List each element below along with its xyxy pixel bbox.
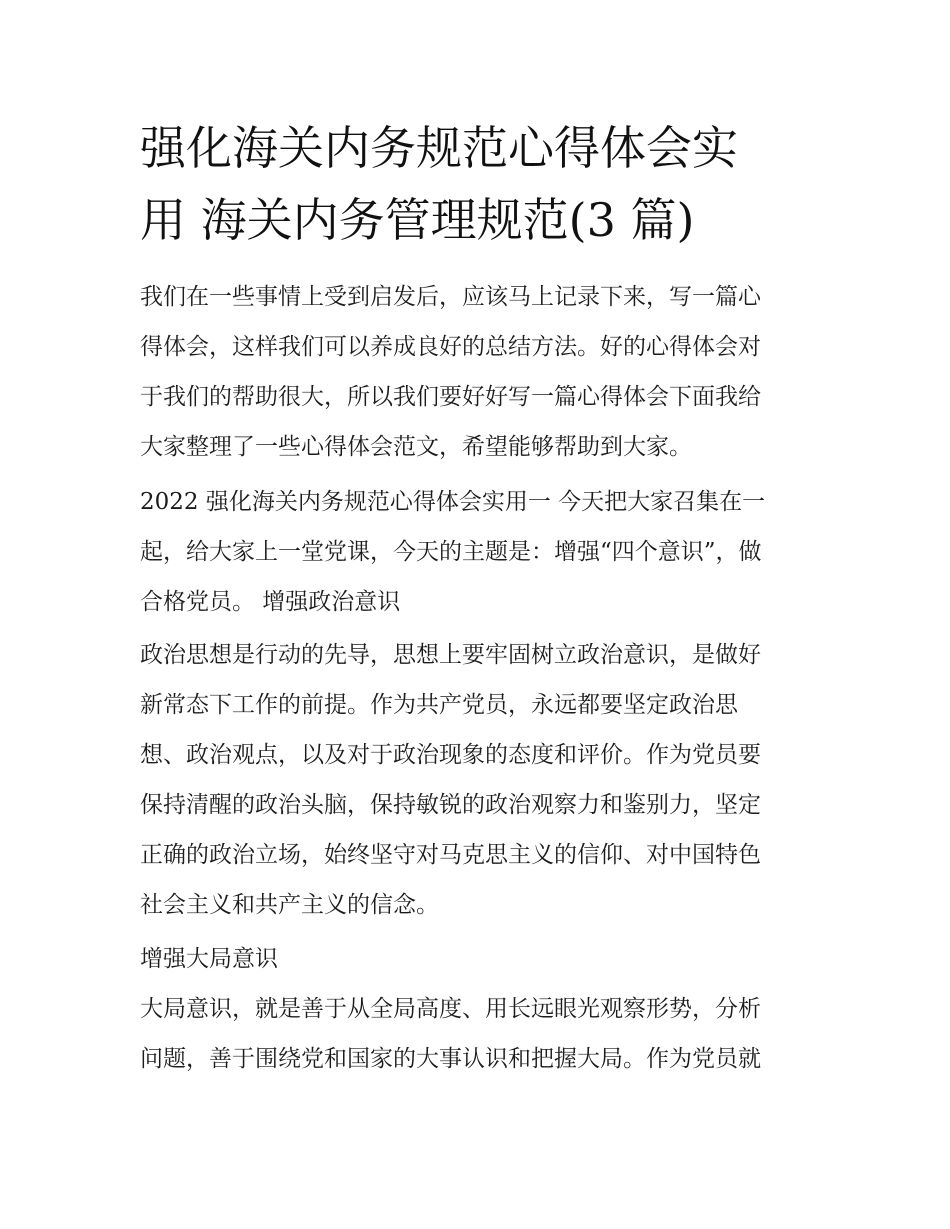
political-awareness-paragraph [140, 630, 761, 930]
paragraph-line: 2022 强化海关内务规范心得体会实用一 今天把大家召集在一 [140, 489, 766, 515]
paragraph-line: 问题，善于围绕党和国家的大事认识和把握大局。作为党员就 [140, 1046, 761, 1072]
paragraph-line: 大家整理了一些心得体会范文，希望能够帮助到大家。 [140, 434, 692, 460]
paragraph-line: 想、政治观点，以及对于政治现象的态度和评价。作为党员要 [140, 742, 761, 768]
paragraph-line: 政治思想是行动的先导，思想上要牢固树立政治意识，是做好 [140, 642, 761, 668]
essay-one-opening-paragraph [140, 477, 765, 627]
intro-paragraph [140, 272, 761, 472]
overall-awareness-paragraph [140, 984, 761, 1084]
paragraph-line: 社会主义和共产主义的信念。 [140, 892, 439, 918]
title-line-2: 用 海关内务管理规范(3 篇) [140, 193, 695, 247]
paragraph-line: 大局意识，就是善于从全局高度、用长远眼光观察形势，分析 [140, 996, 761, 1022]
paragraph-line: 得体会，这样我们可以养成良好的总结方法。好的心得体会对 [140, 334, 761, 360]
title-line-1: 强化海关内务规范心得体会实 [140, 121, 738, 175]
paragraph-line: 合格党员。 增强政治意识 [140, 589, 401, 615]
paragraph-line: 起，给大家上一堂党课，今天的主题是：增强“四个意识”，做 [140, 539, 762, 565]
paragraph-line: 保持清醒的政治头脑，保持敏锐的政治观察力和鉴别力，坚定 [140, 792, 761, 818]
paragraph-line: 新常态下工作的前提。作为共产党员，永远都要坚定政治思 [140, 692, 738, 718]
paragraph-line: 于我们的帮助很大，所以我们要好好写一篇心得体会下面我给 [140, 384, 761, 410]
paragraph-line: 正确的政治立场，始终坚守对马克思主义的信仰、对中国特色 [140, 842, 761, 868]
paragraph-line: 我们在一些事情上受到启发后，应该马上记录下来，写一篇心 [140, 284, 761, 310]
document-title [140, 112, 820, 256]
paragraph-line: 增强大局意识 [140, 946, 278, 972]
section-heading-overall-awareness [140, 934, 278, 984]
